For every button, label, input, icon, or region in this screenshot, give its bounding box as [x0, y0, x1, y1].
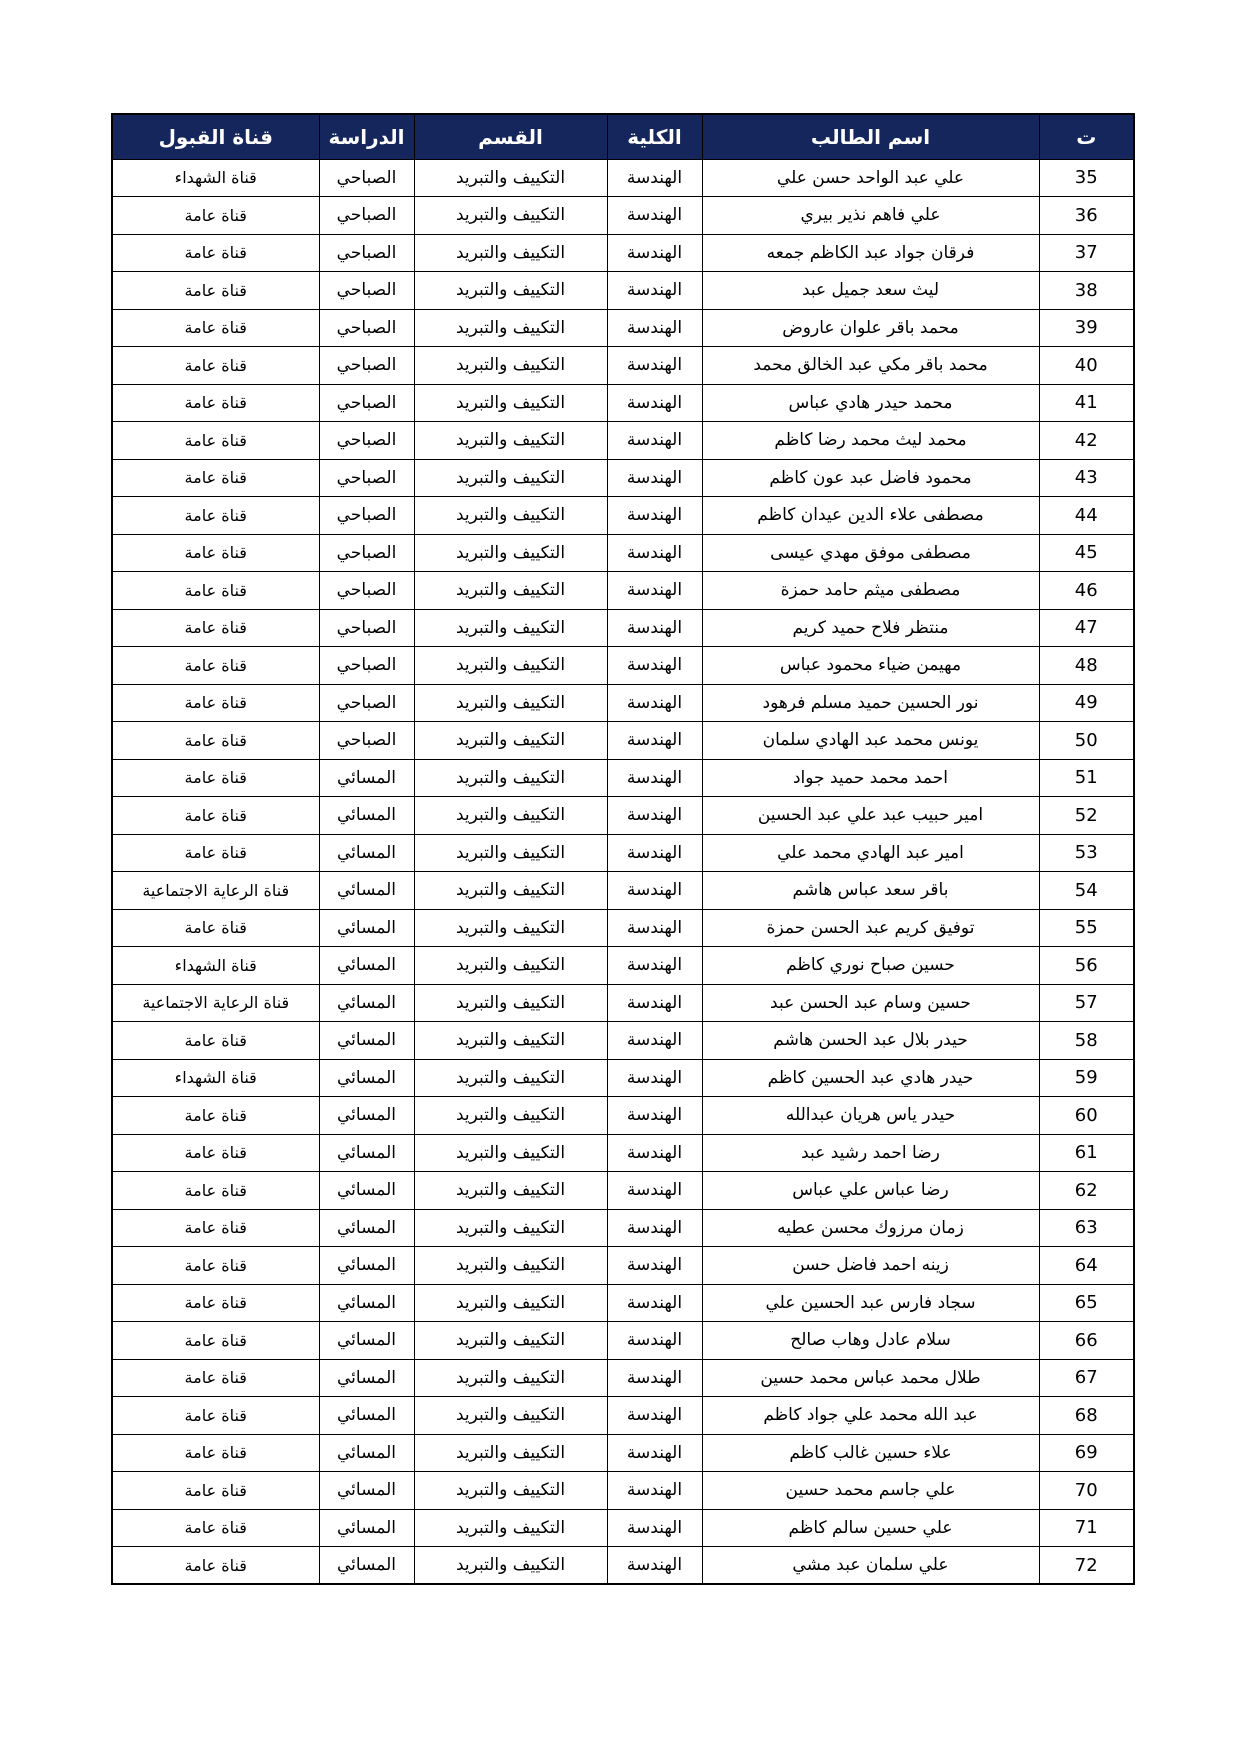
- cell-channel: قناة عامة: [112, 609, 319, 647]
- cell-department: التكييف والتبريد: [414, 422, 607, 460]
- cell-department: التكييف والتبريد: [414, 1022, 607, 1060]
- column-header-channel: قناة القبول: [112, 114, 319, 159]
- cell-college: الهندسة: [607, 872, 702, 910]
- cell-department: التكييف والتبريد: [414, 1059, 607, 1097]
- cell-college: الهندسة: [607, 309, 702, 347]
- cell-department: التكييف والتبريد: [414, 1097, 607, 1135]
- cell-study: الصباحي: [319, 459, 414, 497]
- table-row: [112, 422, 1134, 460]
- cell-channel: قناة عامة: [112, 1397, 319, 1435]
- table-row: [112, 834, 1134, 872]
- cell-serial: 62: [1039, 1172, 1134, 1210]
- cell-serial: 54: [1039, 872, 1134, 910]
- cell-channel: قناة عامة: [112, 1472, 319, 1510]
- cell-serial: 46: [1039, 572, 1134, 610]
- cell-name: امير حبيب عبد علي عبد الحسين: [702, 797, 1039, 835]
- table-row: [112, 609, 1134, 647]
- cell-department: التكييف والتبريد: [414, 384, 607, 422]
- table-row: [112, 1397, 1134, 1435]
- cell-department: التكييف والتبريد: [414, 1134, 607, 1172]
- table-row: [112, 1547, 1134, 1585]
- cell-college: الهندسة: [607, 1059, 702, 1097]
- cell-college: الهندسة: [607, 1134, 702, 1172]
- table-row: [112, 1434, 1134, 1472]
- cell-name: محمد باقر مكي عبد الخالق محمد: [702, 347, 1039, 385]
- cell-study: المسائي: [319, 1284, 414, 1322]
- cell-study: المسائي: [319, 1209, 414, 1247]
- table-row: [112, 347, 1134, 385]
- cell-serial: 39: [1039, 309, 1134, 347]
- cell-study: الصباحي: [319, 647, 414, 685]
- cell-channel: قناة عامة: [112, 1247, 319, 1285]
- cell-channel: قناة عامة: [112, 684, 319, 722]
- cell-study: الصباحي: [319, 347, 414, 385]
- cell-study: المسائي: [319, 1547, 414, 1585]
- cell-college: الهندسة: [607, 1247, 702, 1285]
- cell-department: التكييف والتبريد: [414, 1284, 607, 1322]
- cell-serial: 72: [1039, 1547, 1134, 1585]
- table-row: [112, 309, 1134, 347]
- cell-college: الهندسة: [607, 947, 702, 985]
- cell-department: التكييف والتبريد: [414, 347, 607, 385]
- cell-department: التكييف والتبريد: [414, 309, 607, 347]
- header-row: [112, 114, 1134, 159]
- cell-channel: قناة عامة: [112, 197, 319, 235]
- cell-channel: قناة الشهداء: [112, 1059, 319, 1097]
- cell-college: الهندسة: [607, 1209, 702, 1247]
- cell-college: الهندسة: [607, 984, 702, 1022]
- cell-study: الصباحي: [319, 497, 414, 535]
- table-row: [112, 647, 1134, 685]
- cell-serial: 61: [1039, 1134, 1134, 1172]
- cell-study: الصباحي: [319, 234, 414, 272]
- cell-department: التكييف والتبريد: [414, 947, 607, 985]
- cell-study: المسائي: [319, 1022, 414, 1060]
- cell-name: علي فاهم نذير بيري: [702, 197, 1039, 235]
- cell-college: الهندسة: [607, 572, 702, 610]
- cell-channel: قناة عامة: [112, 722, 319, 760]
- table-row: [112, 197, 1134, 235]
- cell-department: التكييف والتبريد: [414, 497, 607, 535]
- table-row: [112, 797, 1134, 835]
- table-row: [112, 1134, 1134, 1172]
- cell-college: الهندسة: [607, 722, 702, 760]
- cell-name: عبد الله محمد علي جواد كاظم: [702, 1397, 1039, 1435]
- cell-serial: 69: [1039, 1434, 1134, 1472]
- cell-name: حسين صباح نوري كاظم: [702, 947, 1039, 985]
- cell-study: الصباحي: [319, 684, 414, 722]
- table-row: [112, 1209, 1134, 1247]
- cell-name: زينه احمد فاضل حسن: [702, 1247, 1039, 1285]
- cell-study: المسائي: [319, 1247, 414, 1285]
- cell-study: الصباحي: [319, 722, 414, 760]
- cell-serial: 59: [1039, 1059, 1134, 1097]
- cell-serial: 50: [1039, 722, 1134, 760]
- cell-name: علي عبد الواحد حسن علي: [702, 159, 1039, 197]
- cell-channel: قناة عامة: [112, 272, 319, 310]
- cell-college: الهندسة: [607, 459, 702, 497]
- cell-serial: 47: [1039, 609, 1134, 647]
- admission-table: [111, 113, 1135, 1585]
- cell-serial: 44: [1039, 497, 1134, 535]
- cell-department: التكييف والتبريد: [414, 572, 607, 610]
- cell-serial: 70: [1039, 1472, 1134, 1510]
- cell-channel: قناة عامة: [112, 1172, 319, 1210]
- cell-name: حسين وسام عبد الحسن عبد: [702, 984, 1039, 1022]
- cell-serial: 37: [1039, 234, 1134, 272]
- cell-name: علي حسين سالم كاظم: [702, 1509, 1039, 1547]
- cell-serial: 36: [1039, 197, 1134, 235]
- cell-study: المسائي: [319, 909, 414, 947]
- cell-channel: قناة عامة: [112, 1434, 319, 1472]
- cell-department: التكييف والتبريد: [414, 984, 607, 1022]
- cell-name: سلام عادل وهاب صالح: [702, 1322, 1039, 1360]
- cell-channel: قناة عامة: [112, 572, 319, 610]
- cell-college: الهندسة: [607, 1509, 702, 1547]
- cell-serial: 66: [1039, 1322, 1134, 1360]
- cell-college: الهندسة: [607, 422, 702, 460]
- cell-college: الهندسة: [607, 797, 702, 835]
- cell-name: مصطفى موفق مهدي عيسى: [702, 534, 1039, 572]
- cell-serial: 43: [1039, 459, 1134, 497]
- table-row: [112, 684, 1134, 722]
- cell-department: التكييف والتبريد: [414, 1322, 607, 1360]
- cell-college: الهندسة: [607, 497, 702, 535]
- cell-study: المسائي: [319, 759, 414, 797]
- table-row: [112, 909, 1134, 947]
- table-row: [112, 1059, 1134, 1097]
- cell-channel: قناة عامة: [112, 309, 319, 347]
- cell-study: الصباحي: [319, 572, 414, 610]
- cell-name: سجاد فارس عبد الحسين علي: [702, 1284, 1039, 1322]
- cell-name: حيدر هادي عبد الحسين كاظم: [702, 1059, 1039, 1097]
- cell-college: الهندسة: [607, 1434, 702, 1472]
- cell-channel: قناة الرعاية الاجتماعية: [112, 984, 319, 1022]
- cell-name: رضا عباس علي عباس: [702, 1172, 1039, 1210]
- cell-serial: 52: [1039, 797, 1134, 835]
- cell-serial: 48: [1039, 647, 1134, 685]
- cell-college: الهندسة: [607, 347, 702, 385]
- table-row: [112, 984, 1134, 1022]
- cell-department: التكييف والتبريد: [414, 1359, 607, 1397]
- cell-study: المسائي: [319, 1097, 414, 1135]
- table-row: [112, 1472, 1134, 1510]
- cell-study: الصباحي: [319, 384, 414, 422]
- cell-study: المسائي: [319, 1472, 414, 1510]
- cell-department: التكييف والتبريد: [414, 459, 607, 497]
- cell-department: التكييف والتبريد: [414, 834, 607, 872]
- cell-name: حيدر ياس هريان عبدالله: [702, 1097, 1039, 1135]
- cell-department: التكييف والتبريد: [414, 1509, 607, 1547]
- cell-study: المسائي: [319, 834, 414, 872]
- cell-study: المسائي: [319, 1172, 414, 1210]
- cell-college: الهندسة: [607, 1022, 702, 1060]
- table-row: [112, 1022, 1134, 1060]
- cell-serial: 68: [1039, 1397, 1134, 1435]
- cell-name: زمان مرزوك محسن عطيه: [702, 1209, 1039, 1247]
- cell-study: المسائي: [319, 1397, 414, 1435]
- column-header-serial: ت: [1039, 114, 1134, 159]
- table-row: [112, 234, 1134, 272]
- cell-channel: قناة عامة: [112, 1509, 319, 1547]
- cell-channel: قناة عامة: [112, 534, 319, 572]
- cell-serial: 65: [1039, 1284, 1134, 1322]
- cell-name: فرقان جواد عبد الكاظم جمعه: [702, 234, 1039, 272]
- cell-channel: قناة عامة: [112, 759, 319, 797]
- cell-channel: قناة عامة: [112, 1022, 319, 1060]
- cell-name: ليث سعد جميل عبد: [702, 272, 1039, 310]
- table-row: [112, 384, 1134, 422]
- table-row: [112, 1247, 1134, 1285]
- cell-study: المسائي: [319, 1134, 414, 1172]
- cell-department: التكييف والتبريد: [414, 909, 607, 947]
- table-row: [112, 159, 1134, 197]
- cell-department: التكييف والتبريد: [414, 1434, 607, 1472]
- cell-study: الصباحي: [319, 534, 414, 572]
- cell-channel: قناة عامة: [112, 1547, 319, 1585]
- cell-channel: قناة عامة: [112, 647, 319, 685]
- cell-study: المسائي: [319, 797, 414, 835]
- cell-serial: 40: [1039, 347, 1134, 385]
- cell-channel: قناة عامة: [112, 497, 319, 535]
- cell-department: التكييف والتبريد: [414, 684, 607, 722]
- cell-college: الهندسة: [607, 234, 702, 272]
- cell-study: المسائي: [319, 1322, 414, 1360]
- column-header-department: القسم: [414, 114, 607, 159]
- cell-department: التكييف والتبريد: [414, 1397, 607, 1435]
- cell-channel: قناة عامة: [112, 1359, 319, 1397]
- cell-serial: 56: [1039, 947, 1134, 985]
- cell-serial: 58: [1039, 1022, 1134, 1060]
- cell-college: الهندسة: [607, 1322, 702, 1360]
- cell-college: الهندسة: [607, 609, 702, 647]
- cell-study: المسائي: [319, 984, 414, 1022]
- cell-serial: 55: [1039, 909, 1134, 947]
- cell-college: الهندسة: [607, 1547, 702, 1585]
- cell-college: الهندسة: [607, 272, 702, 310]
- cell-name: مهيمن ضياء محمود عباس: [702, 647, 1039, 685]
- cell-name: محمد حيدر هادي عباس: [702, 384, 1039, 422]
- table-body: [112, 159, 1134, 1584]
- cell-department: التكييف والتبريد: [414, 797, 607, 835]
- cell-name: محمد ليث محمد رضا كاظم: [702, 422, 1039, 460]
- cell-channel: قناة عامة: [112, 1134, 319, 1172]
- cell-serial: 71: [1039, 1509, 1134, 1547]
- cell-college: الهندسة: [607, 909, 702, 947]
- cell-name: امير عبد الهادي محمد علي: [702, 834, 1039, 872]
- cell-college: الهندسة: [607, 197, 702, 235]
- cell-department: التكييف والتبريد: [414, 1247, 607, 1285]
- cell-name: محمود فاضل عبد عون كاظم: [702, 459, 1039, 497]
- cell-channel: قناة عامة: [112, 1097, 319, 1135]
- cell-channel: قناة عامة: [112, 834, 319, 872]
- cell-channel: قناة عامة: [112, 384, 319, 422]
- table-row: [112, 534, 1134, 572]
- cell-department: التكييف والتبريد: [414, 609, 607, 647]
- cell-name: حيدر بلال عبد الحسن هاشم: [702, 1022, 1039, 1060]
- cell-college: الهندسة: [607, 384, 702, 422]
- cell-department: التكييف والتبريد: [414, 159, 607, 197]
- cell-study: الصباحي: [319, 272, 414, 310]
- admission-table-container: [111, 113, 1135, 1585]
- cell-name: توفيق كريم عبد الحسن حمزة: [702, 909, 1039, 947]
- cell-name: باقر سعد عباس هاشم: [702, 872, 1039, 910]
- cell-study: المسائي: [319, 1059, 414, 1097]
- cell-channel: قناة عامة: [112, 1209, 319, 1247]
- cell-serial: 42: [1039, 422, 1134, 460]
- table-row: [112, 459, 1134, 497]
- cell-college: الهندسة: [607, 1097, 702, 1135]
- cell-department: التكييف والتبريد: [414, 197, 607, 235]
- cell-college: الهندسة: [607, 759, 702, 797]
- cell-serial: 45: [1039, 534, 1134, 572]
- column-header-name: اسم الطالب: [702, 114, 1039, 159]
- table-row: [112, 1509, 1134, 1547]
- cell-study: الصباحي: [319, 197, 414, 235]
- cell-college: الهندسة: [607, 534, 702, 572]
- table-row: [112, 1284, 1134, 1322]
- cell-study: المسائي: [319, 1434, 414, 1472]
- cell-serial: 57: [1039, 984, 1134, 1022]
- cell-name: منتظر فلاح حميد كريم: [702, 609, 1039, 647]
- cell-department: التكييف والتبريد: [414, 759, 607, 797]
- cell-serial: 53: [1039, 834, 1134, 872]
- cell-name: رضا احمد رشيد عبد: [702, 1134, 1039, 1172]
- cell-channel: قناة الرعاية الاجتماعية: [112, 872, 319, 910]
- cell-name: يونس محمد عبد الهادي سلمان: [702, 722, 1039, 760]
- cell-serial: 38: [1039, 272, 1134, 310]
- cell-channel: قناة عامة: [112, 1284, 319, 1322]
- cell-serial: 41: [1039, 384, 1134, 422]
- cell-name: نور الحسين حميد مسلم فرهود: [702, 684, 1039, 722]
- cell-study: المسائي: [319, 1359, 414, 1397]
- cell-college: الهندسة: [607, 1284, 702, 1322]
- cell-serial: 67: [1039, 1359, 1134, 1397]
- cell-serial: 63: [1039, 1209, 1134, 1247]
- cell-department: التكييف والتبريد: [414, 1547, 607, 1585]
- cell-study: الصباحي: [319, 609, 414, 647]
- cell-name: مصطفى علاء الدين عيدان كاظم: [702, 497, 1039, 535]
- cell-name: علاء حسين غالب كاظم: [702, 1434, 1039, 1472]
- cell-channel: قناة عامة: [112, 459, 319, 497]
- table-row: [112, 947, 1134, 985]
- cell-name: علي جاسم محمد حسين: [702, 1472, 1039, 1510]
- cell-college: الهندسة: [607, 684, 702, 722]
- cell-study: الصباحي: [319, 309, 414, 347]
- cell-department: التكييف والتبريد: [414, 872, 607, 910]
- cell-serial: 64: [1039, 1247, 1134, 1285]
- cell-college: الهندسة: [607, 1359, 702, 1397]
- cell-channel: قناة الشهداء: [112, 159, 319, 197]
- cell-channel: قناة عامة: [112, 909, 319, 947]
- cell-department: التكييف والتبريد: [414, 722, 607, 760]
- table-row: [112, 497, 1134, 535]
- cell-department: التكييف والتبريد: [414, 534, 607, 572]
- cell-department: التكييف والتبريد: [414, 647, 607, 685]
- cell-serial: 60: [1039, 1097, 1134, 1135]
- cell-college: الهندسة: [607, 647, 702, 685]
- cell-study: الصباحي: [319, 422, 414, 460]
- table-row: [112, 272, 1134, 310]
- cell-serial: 51: [1039, 759, 1134, 797]
- cell-channel: قناة الشهداء: [112, 947, 319, 985]
- cell-department: التكييف والتبريد: [414, 272, 607, 310]
- cell-channel: قناة عامة: [112, 347, 319, 385]
- table-row: [112, 722, 1134, 760]
- cell-college: الهندسة: [607, 159, 702, 197]
- cell-study: المسائي: [319, 1509, 414, 1547]
- column-header-college: الكلية: [607, 114, 702, 159]
- cell-name: مصطفى ميثم حامد حمزة: [702, 572, 1039, 610]
- table-row: [112, 872, 1134, 910]
- cell-college: الهندسة: [607, 1472, 702, 1510]
- table-header: [112, 114, 1134, 159]
- cell-college: الهندسة: [607, 1397, 702, 1435]
- table-row: [112, 1322, 1134, 1360]
- cell-name: محمد باقر علوان عاروض: [702, 309, 1039, 347]
- cell-name: طلال محمد عباس محمد حسين: [702, 1359, 1039, 1397]
- cell-study: المسائي: [319, 947, 414, 985]
- cell-channel: قناة عامة: [112, 797, 319, 835]
- cell-college: الهندسة: [607, 834, 702, 872]
- cell-study: المسائي: [319, 872, 414, 910]
- cell-college: الهندسة: [607, 1172, 702, 1210]
- table-row: [112, 1097, 1134, 1135]
- cell-channel: قناة عامة: [112, 1322, 319, 1360]
- cell-name: علي سلمان عبد مشي: [702, 1547, 1039, 1585]
- cell-study: الصباحي: [319, 159, 414, 197]
- table-row: [112, 572, 1134, 610]
- table-row: [112, 759, 1134, 797]
- cell-channel: قناة عامة: [112, 234, 319, 272]
- cell-serial: 49: [1039, 684, 1134, 722]
- cell-department: التكييف والتبريد: [414, 1209, 607, 1247]
- table-row: [112, 1172, 1134, 1210]
- cell-department: التكييف والتبريد: [414, 1472, 607, 1510]
- table-row: [112, 1359, 1134, 1397]
- column-header-study: الدراسة: [319, 114, 414, 159]
- cell-department: التكييف والتبريد: [414, 1172, 607, 1210]
- cell-serial: 35: [1039, 159, 1134, 197]
- cell-department: التكييف والتبريد: [414, 234, 607, 272]
- cell-channel: قناة عامة: [112, 422, 319, 460]
- cell-name: احمد محمد حميد جواد: [702, 759, 1039, 797]
